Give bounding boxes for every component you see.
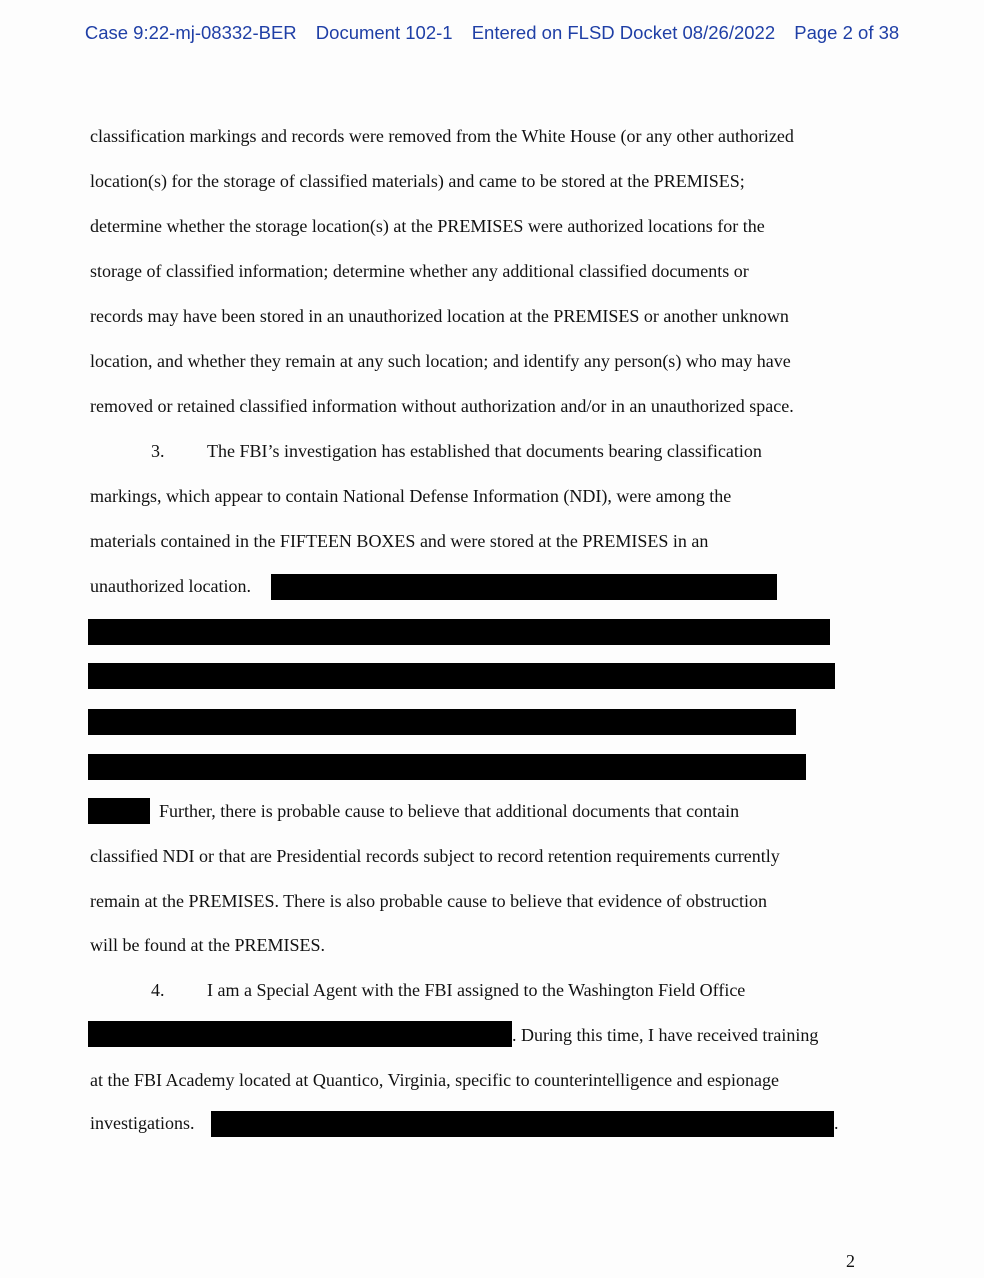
page-indicator: Page 2 of 38 [794, 22, 900, 43]
body-line: investigations. [90, 1113, 195, 1133]
docket-header [0, 22, 984, 44]
body-line: remain at the PREMISES. There is also probable cause to believe that evidence of obstruction [90, 891, 767, 911]
body-line: at the FBI Academy located at Quantico, Virginia, specific to counterintelligence and espionage [90, 1070, 780, 1090]
body-line: Further, there is probable cause to believe that additional documents that contain [159, 801, 740, 821]
body-line: records may have been stored in an unauthorized location at the PREMISES or another unknown [90, 306, 789, 326]
body-line: location, and whether they remain at any such location; and identify any person(s) who may have [90, 351, 791, 371]
redaction-block [88, 1021, 512, 1047]
paragraph-number: 4. [151, 980, 165, 1000]
case-number: Case 9:22-mj-08332-BER [84, 22, 297, 43]
body-line: I am a Special Agent with the FBI assigned to the Washington Field Office [207, 980, 746, 1000]
body-line: location(s) for the storage of classified materials) and came to be stored at the PREMISES; [90, 171, 745, 191]
redaction-block [88, 663, 835, 689]
paragraph-number: 3. [151, 441, 165, 461]
body-line: removed or retained classified information without authorization and/or in an unauthorized space. [90, 396, 794, 416]
redaction-block [211, 1111, 834, 1137]
body-line: materials contained in the FIFTEEN BOXES and were stored at the PREMISES in an [90, 531, 709, 551]
document-number: Document 102-1 [315, 22, 453, 43]
body-line: classification markings and records were removed from the White House (or any other authorized [90, 126, 794, 146]
redaction-block [88, 709, 796, 735]
body-line: . During this time, I have received training [512, 1025, 819, 1045]
body-line: markings, which appear to contain National Defense Information (NDI), were among the [90, 486, 732, 506]
body-line: . [834, 1113, 839, 1133]
page-number: 2 [846, 1251, 855, 1271]
body-line: storage of classified information; determine whether any additional classified documents or [90, 261, 749, 281]
redaction-block [271, 574, 777, 600]
body-line: classified NDI or that are Presidential records subject to record retention requirements currently [90, 846, 780, 866]
redaction-block [88, 619, 830, 645]
body-line: The FBI’s investigation has established that documents bearing classification [207, 441, 762, 461]
body-line: determine whether the storage location(s) at the PREMISES were authorized locations for the [90, 216, 765, 236]
docket-entry: Entered on FLSD Docket 08/26/2022 [471, 22, 776, 43]
redaction-block [88, 754, 806, 780]
body-line: will be found at the PREMISES. [90, 935, 325, 955]
redaction-block [88, 798, 150, 824]
body-line: unauthorized location. [90, 576, 251, 596]
